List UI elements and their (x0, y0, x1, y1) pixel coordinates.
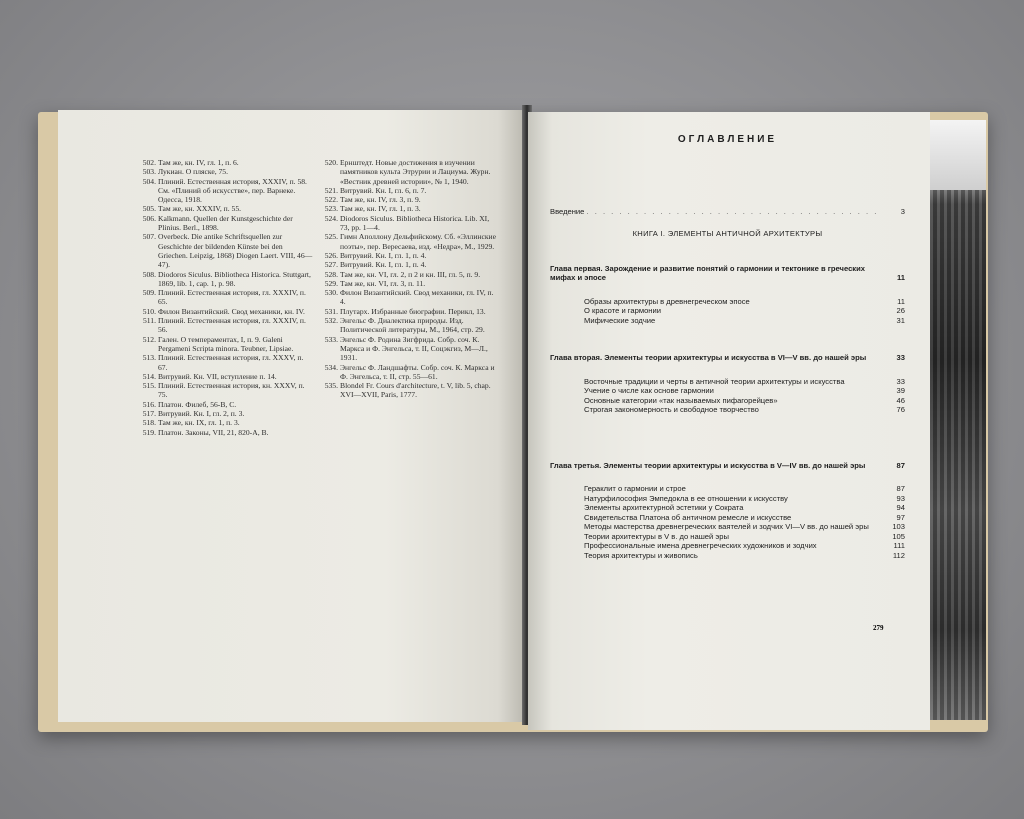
toc-section-row (550, 551, 905, 561)
footnote (136, 270, 314, 289)
toc-section-row (550, 503, 905, 513)
toc-page-number: 111 (893, 541, 905, 550)
footnote-number: 533. (324, 334, 338, 344)
footnote-text: Плиний. Естественная история, XXXIV, п. 58. См. «Плиний об искусстве», пер. Варнеке. Одесса, 1918. (158, 176, 307, 205)
footnote-number: 527. (324, 260, 338, 270)
footnote (318, 316, 498, 335)
footnote-number: 504. (142, 176, 156, 186)
notes-column-left (136, 158, 314, 437)
toc-section-row (550, 297, 905, 307)
footnote-text: Энгельс Ф. Родина Зигфрида. Собр. соч. К. Маркса и Ф. Энгельса, т. II, Соцэкгиз, М—Л., 1931. (340, 334, 488, 363)
footnote-number: 505. (142, 204, 156, 214)
footnote-number: 532. (324, 316, 338, 326)
toc-chapter (550, 353, 905, 415)
footnote-text: Энгельс Ф. Диалектика природы. Изд. Политической литературы, М., 1964, стр. 29. (340, 316, 485, 335)
footnote (136, 372, 314, 381)
left-page (58, 110, 526, 722)
toc-page-number: 112 (892, 550, 905, 560)
toc-chapter-title-row (550, 461, 905, 471)
footnote-text: Энгельс Ф. Ландшафты. Собр. соч. К. Маркса и Ф. Энгельса, т. II, стр. 55—61. (340, 362, 495, 381)
footnote-text: Плиний. Естественная история, гл. XXXV, п. 67. (158, 353, 304, 372)
footnote-number: 506. (142, 213, 156, 223)
toc-page-number: 33 (896, 376, 905, 386)
toc-page-number: 94 (896, 503, 905, 512)
footnote-text: Там же, кн. IV, гл. 1, п. 3. (340, 204, 421, 214)
photo-plate (930, 120, 986, 720)
footnote-text: Там же, кн. IX, гл. 1, п. 3. (158, 418, 240, 428)
toc-section-row (550, 396, 905, 406)
footnote (136, 232, 314, 269)
toc-page-number: 11 (897, 296, 905, 306)
footnote-number: 519. (142, 427, 156, 437)
footnote (318, 186, 498, 195)
footnote-number: 523. (324, 204, 338, 214)
footnote-text: Филон Византийский. Свод механики, гл. IV, п. 4. (340, 288, 494, 307)
footnote (318, 335, 498, 363)
toc-page-number: 33 (896, 353, 905, 362)
toc-section-label: Гераклит о гармонии и строе (584, 484, 686, 493)
toc-section-label: Восточные традиции и черты в античной теории архитектуры и искусства (584, 376, 845, 386)
footnote (318, 158, 498, 186)
toc-section-row (550, 405, 905, 415)
footnote-number: 511. (142, 316, 156, 326)
footnote (136, 167, 314, 176)
toc-page-number: 46 (896, 395, 905, 405)
toc-page-number: 76 (896, 405, 905, 414)
toc-chapter (550, 461, 905, 561)
footnote-number: 513. (142, 353, 156, 363)
toc-section-label: Теории архитектуры в V в. до нашей эры (584, 531, 729, 541)
footnote-text: Kalkmann. Quellen der Kunstgeschichte der Plinius. Berl., 1898. (158, 213, 293, 233)
toc-section-row (550, 513, 905, 523)
footnote-text: Гимн Аполлону Дельфийскому. Сб. «Эллинские поэты», пер. Вересаева, изд. «Недра», М., 1929. (340, 232, 496, 251)
footnote-text: Diodoros Siculus. Bibliotheca Historica. Lib. XI, 73, pp. 1—4. (340, 213, 490, 233)
footnote-text: Там же, кн. VI, гл. 2, п 2 и кн. III, гл. 5, п. 9. (340, 269, 481, 279)
footnote-text: Платон. Филеб, 56-В, С. (158, 399, 237, 409)
toc-page-number: 39 (896, 386, 905, 395)
footnote (318, 270, 498, 279)
toc-chapter-title-row (550, 353, 905, 363)
toc-page-number: 87 (896, 484, 905, 493)
table-of-contents (550, 134, 905, 588)
toc-chapters (550, 264, 905, 561)
footnote (136, 418, 314, 427)
footnote-text: Там же, кн. IV, гл. 3, п. 9. (340, 195, 421, 205)
footnote (318, 260, 498, 269)
footnote (136, 288, 314, 307)
footnote (318, 381, 498, 400)
toc-page-number: 3 (900, 207, 905, 216)
toc-section-label: Учение о числе как основе гармонии (584, 386, 714, 395)
toc-page-number: 87 (896, 460, 905, 470)
toc-section-label: Строгая закономерность и свободное творчество (584, 405, 759, 414)
footnote-number: 528. (324, 269, 338, 279)
footnote-number: 510. (142, 306, 156, 316)
footnote-text: Лукиан. О пляске, 75. (158, 167, 229, 177)
footnote-text: Там же, кн. IV, гл. 1, п. 6. (158, 158, 239, 167)
footnote (136, 177, 314, 205)
toc-section-row (550, 377, 905, 387)
footnote-number: 531. (324, 306, 338, 316)
footnote-text: Филон Византийский. Свод механики, кн. IV. (158, 306, 305, 316)
footnote (136, 204, 314, 213)
toc-page-number: 97 (896, 512, 905, 522)
footnote-text: Там же, кн. XXXIV, п. 55. (158, 204, 242, 214)
footnote (136, 409, 314, 418)
footnote-text: Плиний. Естественная история, гл. XXXIV, п. 56. (158, 316, 306, 335)
toc-section-label: Свидетельства Платона об античном ремесле и искусстве (584, 512, 792, 522)
footnote-text: Гален. О темпераментах, I, п. 9. Galeni Pergameni Scripta minora. Teubner, Lipsiae. (158, 334, 294, 353)
footnote-number: 526. (324, 250, 338, 260)
toc-section-label: О красоте и гармонии (584, 306, 661, 315)
notes-column-right (318, 158, 498, 400)
footnote (136, 335, 314, 354)
footnote (136, 400, 314, 409)
footnote-number: 502. (142, 158, 156, 167)
toc-chapter-title: Глава вторая. Элементы теории архитектуры и искусства в VI—V вв. до нашей эры (550, 353, 867, 362)
footnote-text: Blondel Fr. Cours d'architecture, t. V, lib. 5, chap. XVI—XVII, Paris, 1777. (340, 381, 491, 400)
footnote-text: Витрувий. Кн. I, гл. 2, п. 3. (158, 409, 245, 419)
footnote-number: 520. (324, 158, 338, 167)
footnote-text: Витрувий. Кн. I, гл. 1, п. 4. (340, 260, 427, 270)
footnote-number: 508. (142, 269, 156, 279)
toc-chapter-title: Глава третья. Элементы теории архитектуры и искусства в V—IV вв. до нашей эры (550, 460, 866, 470)
toc-chapter (550, 264, 905, 326)
toc-page-number: 26 (896, 306, 905, 315)
toc-section-label: Методы мастерства древнегреческих ваятелей и зодчих VI—V вв. до нашей эры (584, 522, 869, 531)
toc-section-row (550, 306, 905, 316)
page-number: 279 (873, 624, 884, 632)
toc-page-number: 103 (892, 522, 905, 531)
footnote-number: 503. (142, 167, 156, 177)
footnote-number: 525. (324, 232, 338, 242)
footnote (318, 195, 498, 204)
toc-section-label: Мифические зодчие (584, 315, 656, 325)
toc-section-row (550, 386, 905, 396)
footnote-number: 509. (142, 288, 156, 298)
footnote (318, 204, 498, 213)
footnote (136, 316, 314, 335)
footnote-number: 535. (324, 381, 338, 391)
toc-chapter-title-row (550, 264, 905, 283)
toc-page-number: 105 (892, 531, 905, 541)
footnote-text: Там же, кн. VI, гл. 3, п. 11. (340, 278, 426, 288)
footnote-text: Витрувий. Кн. I, гл. 6, п. 7. (340, 185, 427, 195)
footnote (318, 279, 498, 288)
toc-intro-label: Введение (550, 207, 585, 216)
footnote (318, 214, 498, 233)
toc-intro-row: Введение . . . . . . . . . . . . . . . . . . . . . . . . . . . . . . . . . . . . 3 (550, 207, 905, 216)
toc-section-row (550, 484, 905, 494)
footnote-text: Платон. Законы, VII, 21, 820-А, В. (158, 427, 269, 437)
toc-section-row (550, 316, 905, 326)
book-part-title: КНИГА I. ЭЛЕМЕНТЫ АНТИЧНОЙ АРХИТЕКТУРЫ (632, 228, 823, 238)
toc-page-number: 31 (896, 315, 905, 325)
footnote-text: Ернштедт. Новые достижения в изучении памятников культа Этрурии и Лациума. Журн. «Вестник древней истории», № 1, 1940. (340, 158, 491, 186)
footnote-number: 507. (142, 232, 156, 242)
footnote (318, 232, 498, 251)
footnote-number: 512. (142, 334, 156, 344)
footnote-number: 516. (142, 399, 156, 409)
toc-chapter-title: Глава первая. Зарождение и развитие понятий о гармонии и тектонике в греческих мифах и эпосе (550, 263, 865, 282)
toc-page-number: 11 (896, 273, 905, 282)
footnote (318, 288, 498, 307)
footnote-number: 517. (142, 409, 156, 419)
footnote-number: 515. (142, 381, 156, 391)
footnote (136, 353, 314, 372)
footnote (318, 251, 498, 260)
footnote-number: 529. (324, 278, 338, 288)
toc-section-row (550, 522, 905, 532)
toc-heading: ОГЛАВЛЕНИЕ (677, 134, 778, 145)
footnote (136, 381, 314, 400)
toc-section-label: Натурфилософия Эмпедокла в ее отношении к искусству (584, 493, 788, 503)
footnote-text: Плиний. Естественная история, гл. XXXIV, п. 65. (158, 288, 306, 307)
footnote (318, 307, 498, 316)
toc-section-row (550, 532, 905, 542)
footnote-number: 534. (324, 362, 338, 372)
toc-section-row (550, 494, 905, 504)
footnote-number: 514. (142, 371, 156, 381)
footnote-number: 522. (324, 195, 338, 205)
toc-section-label: Профессиональные имена древнегреческих художников и зодчих (584, 541, 817, 550)
footnote-text: Diodoros Siculus. Bibliotheca Historica. Stuttgart, 1869, lib. 1, cap. 1, p. 98. (158, 269, 311, 288)
toc-page-number: 93 (896, 493, 905, 503)
footnote (136, 214, 314, 233)
footnote (318, 363, 498, 382)
footnote-number: 524. (324, 213, 338, 223)
toc-section-row (550, 541, 905, 551)
footnote-number: 530. (324, 288, 338, 298)
right-page (528, 112, 930, 730)
footnote-text: Overbeck. Die antike Schriftsquellen zur Geschichte der bildenden Künste bei den Griechen. Leipzig, 1868) Diogen Laert. VIII, 46—47). (158, 232, 313, 270)
toc-section-label: Элементы архитектурной эстетики у Сократа (584, 503, 744, 512)
footnote (136, 158, 314, 167)
toc-section-label: Основные категории «так называемых пифагорейцев» (584, 395, 778, 405)
footnote-number: 521. (324, 185, 338, 195)
toc-section-label: Теория архитектуры и живопись (584, 550, 698, 560)
footnote-text: Витрувий. Кн. I, гл. 1, п. 4. (340, 250, 427, 260)
footnote (136, 428, 314, 437)
footnote-text: Плутарх. Избранные биографии. Перикл, 13. (340, 306, 486, 316)
footnote-text: Плиний. Естественная история, кн. XXXV, п. 75. (158, 381, 305, 400)
toc-section-label: Образы архитектуры в древнегреческом эпосе (584, 296, 750, 306)
footnote (136, 307, 314, 316)
footnote-number: 518. (142, 418, 156, 428)
footnote-text: Витрувий. Кн. VII, вступление п. 14. (158, 371, 277, 381)
